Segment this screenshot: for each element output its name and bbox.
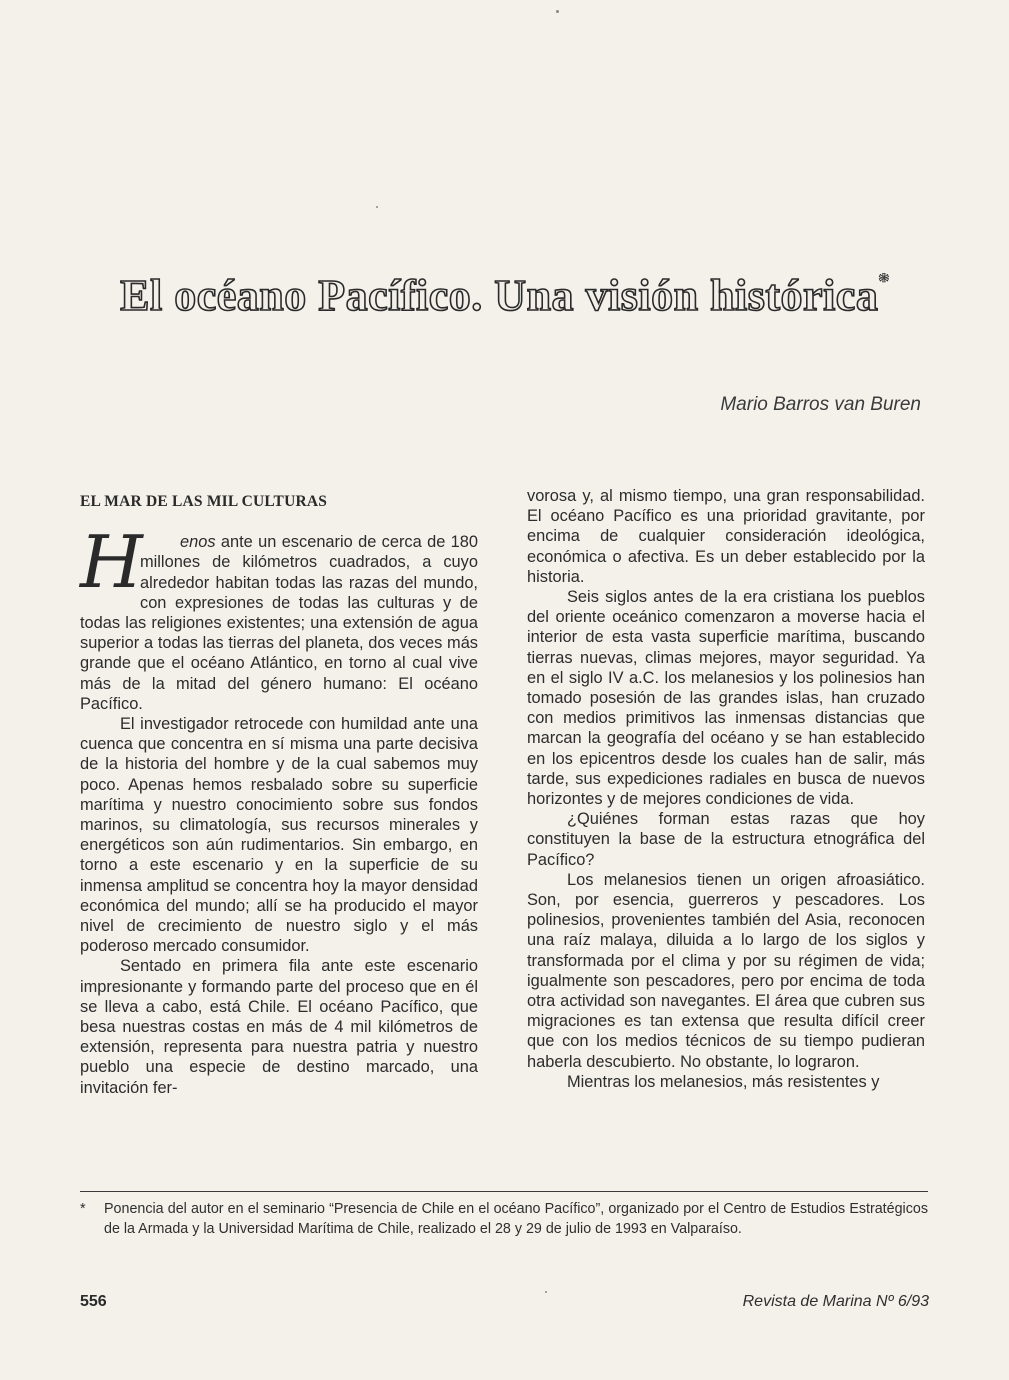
page-number: 556 xyxy=(80,1293,107,1310)
left-column xyxy=(80,486,478,1098)
scan-speck xyxy=(545,1291,547,1293)
title-footnote-marker: * xyxy=(878,268,890,293)
scan-speck xyxy=(376,206,378,208)
paragraph-6: ¿Quiénes forman estas razas que hoy constituyen la base de la estructura etnográfica del Pacífico? xyxy=(527,810,925,869)
paragraph-4: vorosa y, al mismo tiempo, una gran responsabilidad. El océano Pacífico es una prioridad gravitante, por encima de cualquier consideración ideológica, económica o afectiva. Es un deber establecido por la historia. xyxy=(527,487,925,586)
article-title xyxy=(60,268,950,321)
paragraph-2: El investigador retrocede con humildad ante una cuenca que concentra en sí misma una parte decisiva de la historia del hombre y de la cual sabemos muy poco. Apenas hemos resbalado sobre su superficie marítima y nuestro conocimiento sobre sus fondos marinos, su climatología, sus recursos minerales y energéticos son aún rudimentarios. Sin embargo, en torno a este escenario y en la superficie de su inmensa amplitud se concentra hoy la mayor densidad económica del mundo; allí se ha producido el mayor nivel de crecimiento de nuestro siglo y el más poderoso mercado consumidor. xyxy=(80,715,478,956)
paragraph-5: Seis siglos antes de la era cristiana los pueblos del oriente oceánico comenzaron a moverse hacia el interior de esta vasta superficie marítima, buscando tierras nuevas, climas mejores, mayor seguridad. Ya en el siglo IV a.C. los melanesios y los polinesios han tomado posesión de las grandes islas, han cruzado con medios primitivos las inmensas distancias que marcan la geografía del océano y se han establecido en los epicentros desde los cuales han de salir, más tarde, sus expediciones radiales en busca de nuevos horizontes y de mejores condiciones de vida. xyxy=(527,588,925,809)
scan-speck xyxy=(556,10,559,13)
dropcap-letter: H xyxy=(80,520,143,605)
right-column xyxy=(527,486,925,1092)
paragraph-3: Sentado en primera fila ante este escenario impresionante y formando parte del proceso que en él se lleva a cabo, está Chile. El océano Pacífico, que besa nuestras costas en más de 4 mil kilómetros de extensión, representa para nuestra patria y nuestro pueblo una especie de destino marcado, una invitación fer- xyxy=(80,957,478,1097)
dropcap-first-word: enos xyxy=(180,533,216,552)
paragraph-1 xyxy=(80,520,478,714)
footnote-divider xyxy=(80,1191,928,1192)
footnote xyxy=(80,1199,928,1239)
section-heading: EL MAR DE LAS MIL CULTURAS xyxy=(80,493,328,510)
article-title-text: El océano Pacífico. Una visión histórica xyxy=(120,271,879,320)
paragraph-8: Mientras los melanesios, más resistentes y xyxy=(567,1072,880,1091)
journal-issue: Revista de Marina Nº 6/93 xyxy=(742,1293,929,1310)
paragraph-7: Los melanesios tienen un origen afroasiático. Son, por esencia, guerreros y pescadores. Los polinesios, provenientes también del Asia, reconocen una raíz malaya, diluida a lo largo de los siglos y transformada por el clima y por su régimen de vida; igualmente son pescadores, pero por encima de toda otra actividad son navegantes. El área que cubren sus migraciones es tan extensa que resulta difícil creer que con los medios técnicos de su tiempo pudieran haberla descubierto. No obstante, lo lograron. xyxy=(527,870,925,1071)
paragraph-1-text: ante un escenario de cerca de 180 millones de kilómetros cuadrados, a cuyo alrededor habitan todas las razas del mundo, con expresiones de todas las culturas y de todas las religiones existentes; una extensión de agua superior a todas las tierras del planeta, dos veces más grande que el océano Atlántico, en torno al cual vive más de la mitad del género humano: El océano Pacífico. xyxy=(80,533,478,713)
footnote-text: Ponencia del autor en el seminario “Presencia de Chile en el océano Pacífico”, organizado por el Centro de Estudios Estratégicos de la Armada y la Universidad Marítima de Chile, realizado el 28 y 29 de julio de 1993 en Valparaíso. xyxy=(104,1201,928,1237)
author-name: Mario Barros van Buren xyxy=(720,394,921,415)
footnote-marker: * xyxy=(80,1201,86,1217)
